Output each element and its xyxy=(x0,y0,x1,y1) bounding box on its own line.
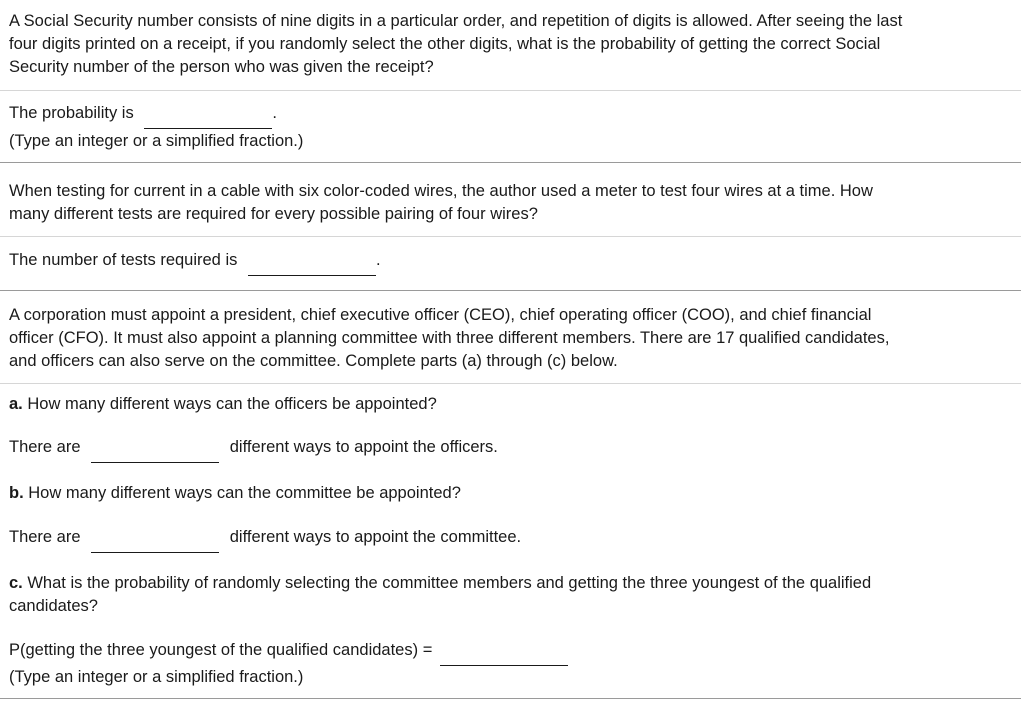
q1-line-2: four digits printed on a receipt, if you randomly select the other digits, what is the probability of getting the correct Social xyxy=(9,35,881,53)
q1-answer-input[interactable] xyxy=(144,108,272,129)
q1-hint: (Type an integer or a simplified fraction.) xyxy=(9,132,304,150)
q3-line-2: officer (CFO). It must also appoint a planning committee with three different members. There are 17 qualified candidates, xyxy=(9,329,890,347)
part-b-answer-suffix: different ways to appoint the committee. xyxy=(229,528,522,546)
q1-line-3: Security number of the person who was given the receipt? xyxy=(9,58,434,76)
section-divider xyxy=(0,290,1021,291)
part-a-answer-suffix: different ways to appoint the officers. xyxy=(229,438,498,456)
q3-part-b-question xyxy=(9,482,461,505)
divider xyxy=(0,90,1021,91)
q3-part-c-hint: (Type an integer or a simplified fraction.) xyxy=(9,668,304,686)
q1-answer-prefix: The probability is xyxy=(9,104,134,122)
q1-answer-row xyxy=(9,102,277,125)
q3-part-a-question xyxy=(9,393,437,416)
part-c-line-1 xyxy=(9,572,1018,595)
q3-part-c-question xyxy=(9,572,1018,618)
q3-part-b-answer-row xyxy=(9,526,521,549)
q3-part-a-answer-row xyxy=(9,436,498,459)
q2-line-2: many different tests are required for every possible pairing of four wires? xyxy=(9,205,538,223)
part-c-label: c. xyxy=(9,574,23,592)
q2-answer-row xyxy=(9,249,381,272)
part-b-question-text: How many different ways can the committee be appointed? xyxy=(28,484,461,502)
q2-answer-prefix: The number of tests required is xyxy=(9,251,238,269)
part-a-answer-input[interactable] xyxy=(91,442,219,463)
q2-answer-suffix: . xyxy=(375,251,381,269)
part-a-label: a. xyxy=(9,395,23,413)
q1-line-1: A Social Security number consists of nine digits in a particular order, and repetition of digits is allowed. After seeing the last xyxy=(9,12,903,30)
part-a-answer-prefix: There are xyxy=(9,438,81,456)
part-c-line-2: candidates? xyxy=(9,597,98,615)
part-c-question-text: What is the probability of randomly selecting the committee members and getting the three youngest of the qualified xyxy=(27,574,872,592)
part-c-answer-input[interactable] xyxy=(440,645,568,666)
q3-line-1: A corporation must appoint a president, chief executive officer (CEO), chief operating officer (COO), and chief financial xyxy=(9,306,872,324)
part-b-label: b. xyxy=(9,484,24,502)
divider xyxy=(0,236,1021,237)
q1-question xyxy=(9,10,1018,79)
part-a-question-text: How many different ways can the officers be appointed? xyxy=(27,395,437,413)
section-divider xyxy=(0,162,1021,163)
part-b-answer-prefix: There are xyxy=(9,528,81,546)
part-c-answer-prefix: P(getting the three youngest of the qualified candidates) = xyxy=(9,641,433,659)
q2-line-1: When testing for current in a cable with six color-coded wires, the author used a meter to test four wires at a time. How xyxy=(9,182,873,200)
part-b-answer-input[interactable] xyxy=(91,532,219,553)
q3-line-3: and officers can also serve on the committee. Complete parts (a) through (c) below. xyxy=(9,352,618,370)
q3-part-c-answer-row xyxy=(9,639,568,662)
q2-question xyxy=(9,180,1018,226)
divider xyxy=(0,383,1021,384)
q3-question xyxy=(9,304,1018,373)
section-divider xyxy=(0,698,1021,699)
q1-answer-suffix: . xyxy=(272,104,277,122)
q2-answer-input[interactable] xyxy=(248,255,376,276)
